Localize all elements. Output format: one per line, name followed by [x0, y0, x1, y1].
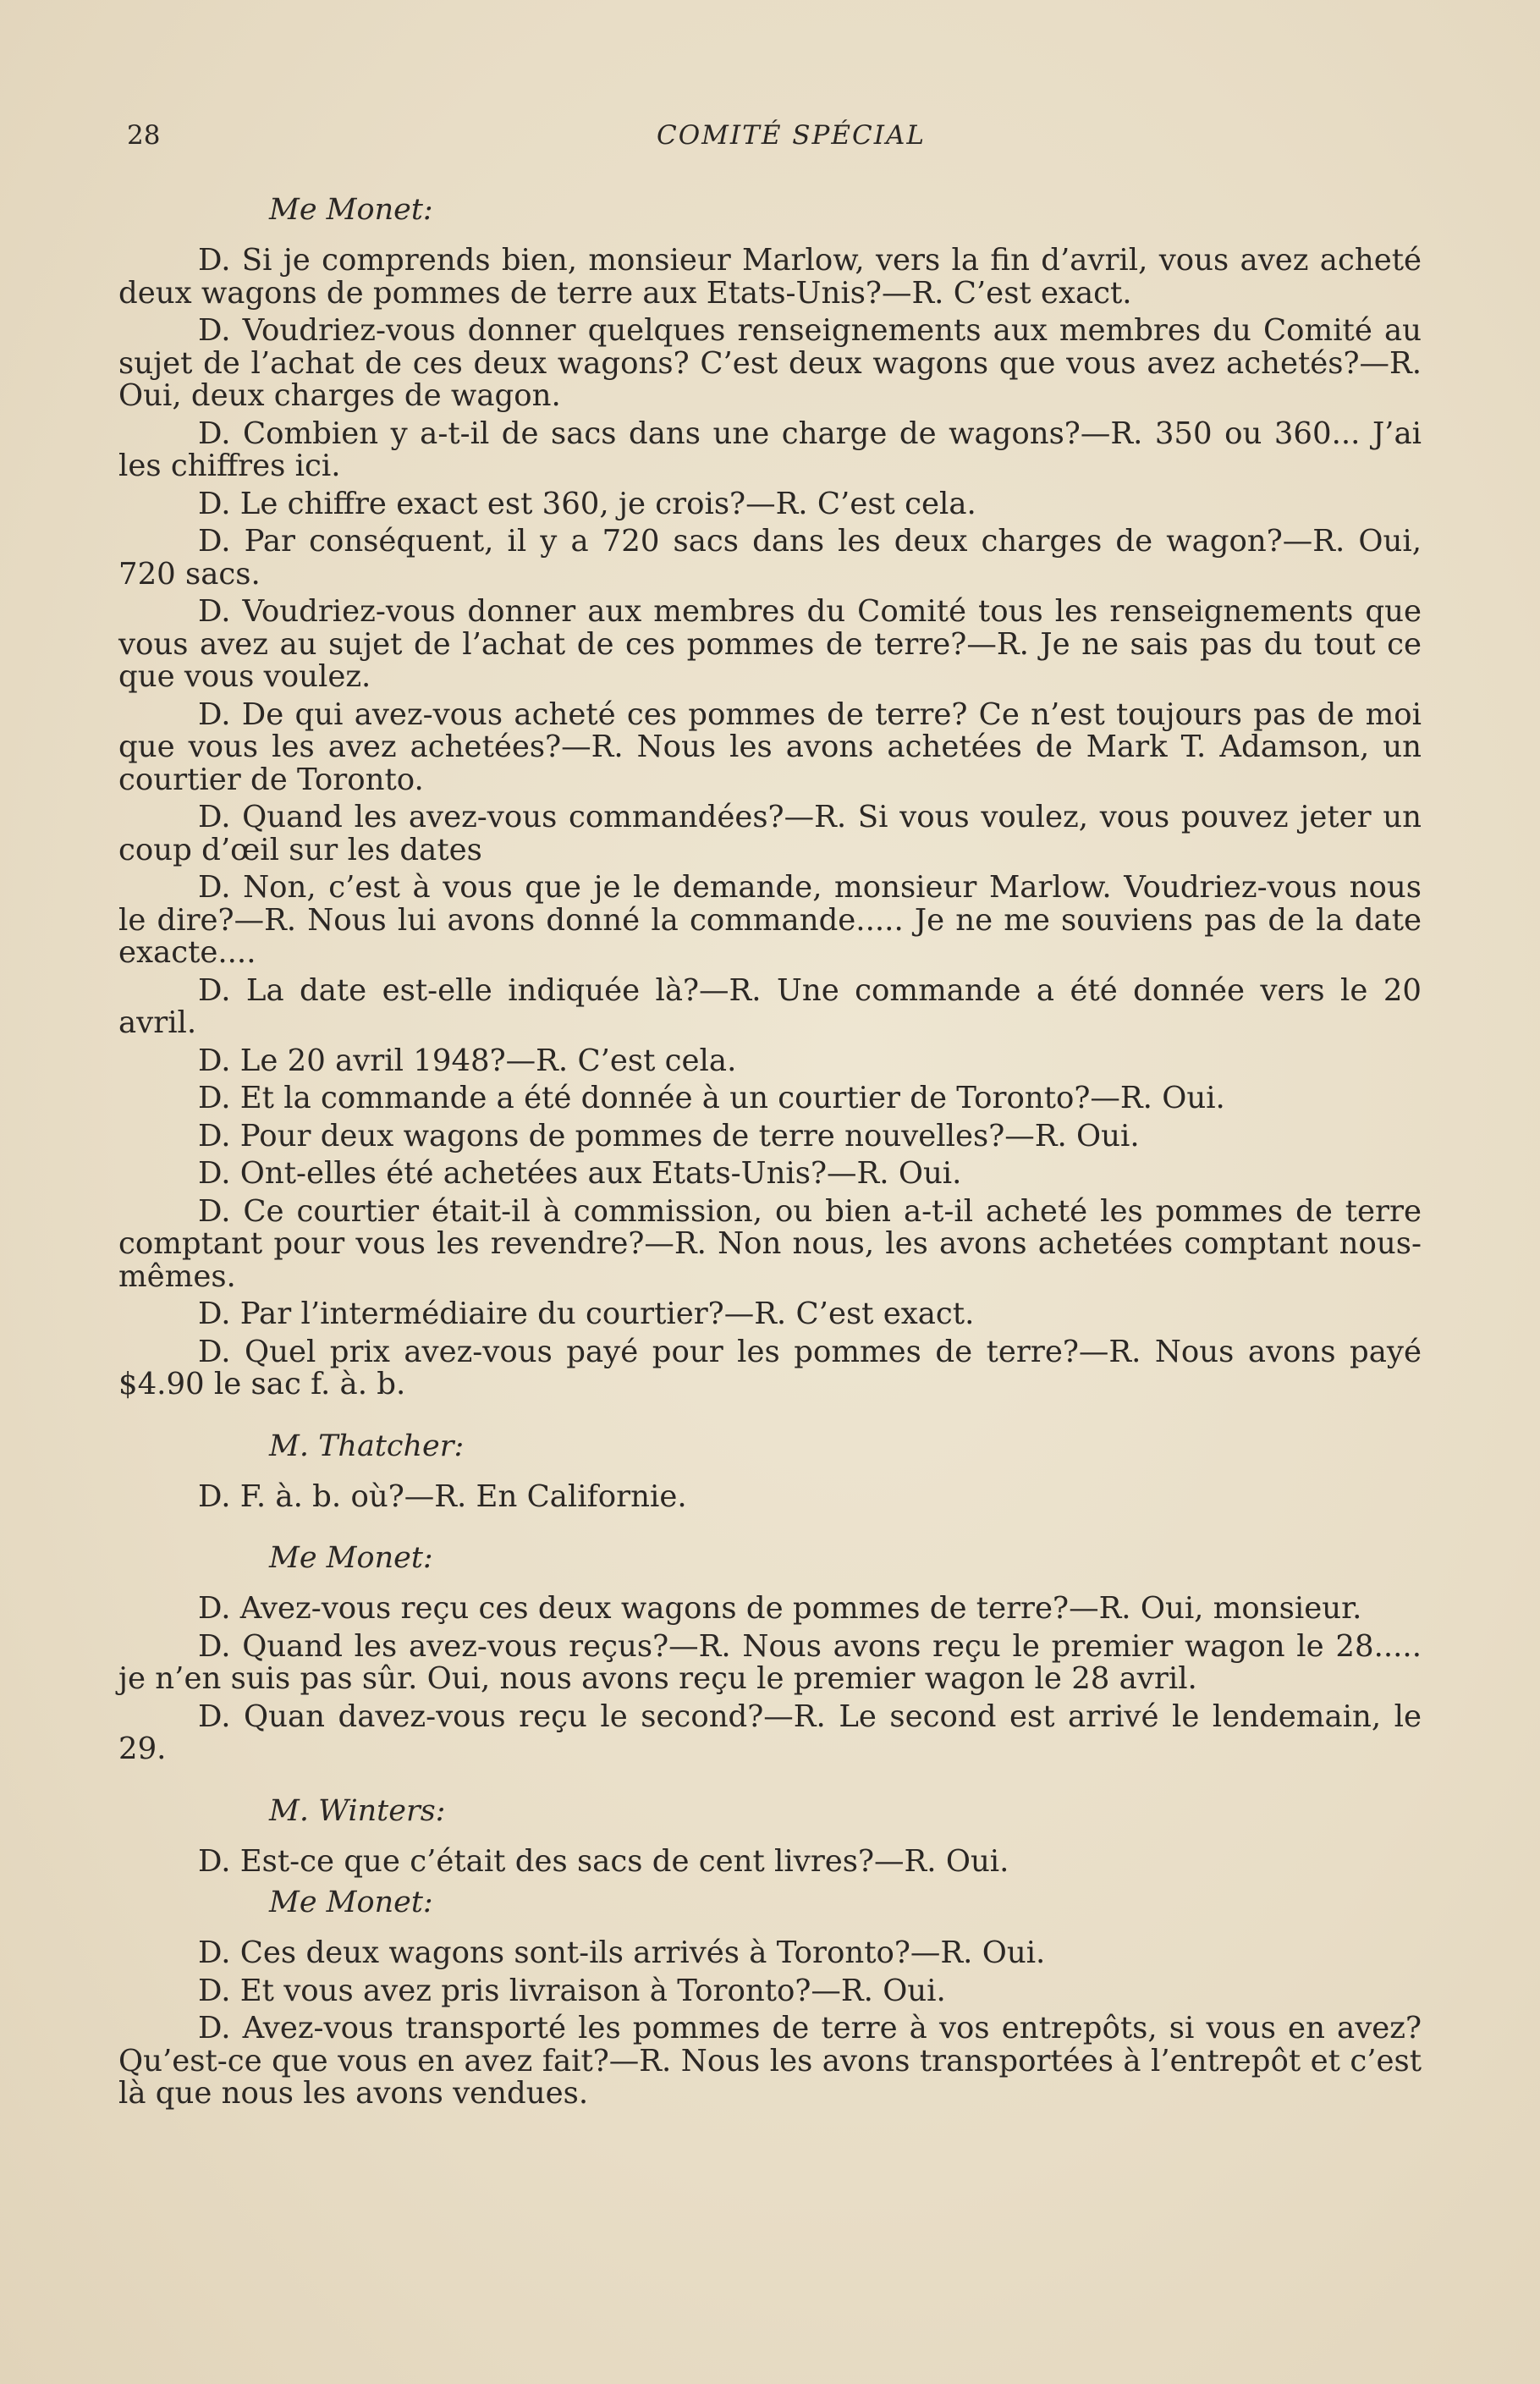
question-answer-paragraph: D. Quand les avez-vous commandées?—R. Si vous voulez, vous pouvez jeter un coup d’œil sur les dates — [118, 800, 1422, 867]
question-answer-paragraph: D. Si je comprends bien, monsieur Marlow, vers la fin d’avril, vous avez acheté deux wagons de pommes de terre aux Etats-Unis?—R. C’est exact. — [118, 243, 1422, 311]
question-answer-paragraph: D. Combien y a-t-il de sacs dans une charge de wagons?—R. 350 ou 360... J’ai les chiffres ici. — [118, 416, 1422, 483]
question-answer-paragraph: D. Ce courtier était-il à commission, ou bien a-t-il acheté les pommes de terre comptant pour vous les revendre?—R. Non nous, les avons achetées comptant nous-mêmes. — [118, 1193, 1422, 1294]
question-answer-paragraph: D. Quel prix avez-vous payé pour les pommes de terre?—R. Nous avons payé $4.90 le sac f. à. b. — [118, 1334, 1422, 1401]
question-answer-paragraph: D. Ces deux wagons sont-ils arrivés à Toronto?—R. Oui. — [198, 1935, 1046, 1970]
speaker-label: M. Thatcher: — [269, 1429, 465, 1463]
question-answer-paragraph: D. Et la commande a été donnée à un courtier de Toronto?—R. Oui. — [198, 1081, 1225, 1115]
question-answer-paragraph: D. Le chiffre exact est 360, je crois?—R. C’est cela. — [198, 486, 976, 521]
speaker-label: Me Monet: — [269, 1886, 433, 1919]
question-answer-paragraph: D. Quan davez-vous reçu le second?—R. Le second est arrivé le lendemain, le 29. — [118, 1699, 1422, 1766]
question-answer-paragraph: D. Voudriez-vous donner aux membres du Comité tous les renseignements que vous avez au sujet de l’achat de ces pommes de terre?—R. Je ne sais pas du tout ce que vous voulez. — [118, 594, 1422, 694]
speaker-label: M. Winters: — [269, 1793, 446, 1828]
question-answer-paragraph: D. Est-ce que c’était des sacs de cent livres?—R. Oui. — [198, 1843, 1009, 1879]
question-answer-paragraph: D. Voudriez-vous donner quelques renseignements aux membres du Comité au sujet de l’achat de ces deux wagons? C’est deux wagons que vous avez achetés?—R. Oui, deux charges de wagon. — [118, 313, 1422, 413]
page-number: 28 — [127, 120, 161, 151]
transcript-body — [118, 190, 1422, 2116]
question-answer-paragraph: D. La date est-elle indiquée là?—R. Une commande a été donnée vers le 20 avril. — [118, 972, 1422, 1040]
question-answer-paragraph: D. Pour deux wagons de pommes de terre nouvelles?—R. Oui. — [198, 1118, 1140, 1153]
question-answer-paragraph: D. Le 20 avril 1948?—R. C’est cela. — [198, 1043, 737, 1078]
question-answer-paragraph: D. F. à. b. où?—R. En Californie. — [198, 1478, 687, 1514]
question-answer-paragraph: D. Avez-vous transporté les pommes de terre à vos entrepôts, si vous en avez? Qu’est-ce que vous en avez fait?—R. Nous les avons transportées à l’entrepôt et c’est là que nous les avons vendues. — [118, 2011, 1422, 2111]
question-answer-paragraph: D. Par conséquent, il y a 720 sacs dans les deux charges de wagon?—R. Oui, 720 sacs. — [118, 524, 1422, 592]
page-header — [127, 120, 1422, 154]
speaker-label: Me Monet: — [269, 1541, 433, 1575]
question-answer-paragraph: D. Non, c’est à vous que je le demande, monsieur Marlow. Voudriez-vous nous le dire?—R. Nous lui avons donné la commande..... Je ne me souviens pas de la date exacte.... — [118, 870, 1422, 970]
running-title: COMITÉ SPÉCIAL — [657, 120, 926, 151]
question-answer-paragraph: D. Et vous avez pris livraison à Toronto?—R. Oui. — [198, 1973, 946, 2008]
question-answer-paragraph: D. Quand les avez-vous reçus?—R. Nous avons reçu le premier wagon le 28..... je n’en suis pas sûr. Oui, nous avons reçu le premier wagon le 28 avril. — [118, 1628, 1422, 1696]
question-answer-paragraph: D. De qui avez-vous acheté ces pommes de terre? Ce n’est toujours pas de moi que vous les avez achetées?—R. Nous les avons achetées de Mark T. Adamson, un courtier de Toronto. — [118, 696, 1422, 797]
question-answer-paragraph: D. Avez-vous reçu ces deux wagons de pommes de terre?—R. Oui, monsieur. — [198, 1591, 1362, 1626]
question-answer-paragraph: D. Par l’intermédiaire du courtier?—R. C’est exact. — [198, 1297, 975, 1331]
question-answer-paragraph: D. Ont-elles été achetées aux Etats-Unis?—R. Oui. — [198, 1156, 962, 1191]
speaker-label: Me Monet: — [269, 193, 433, 227]
